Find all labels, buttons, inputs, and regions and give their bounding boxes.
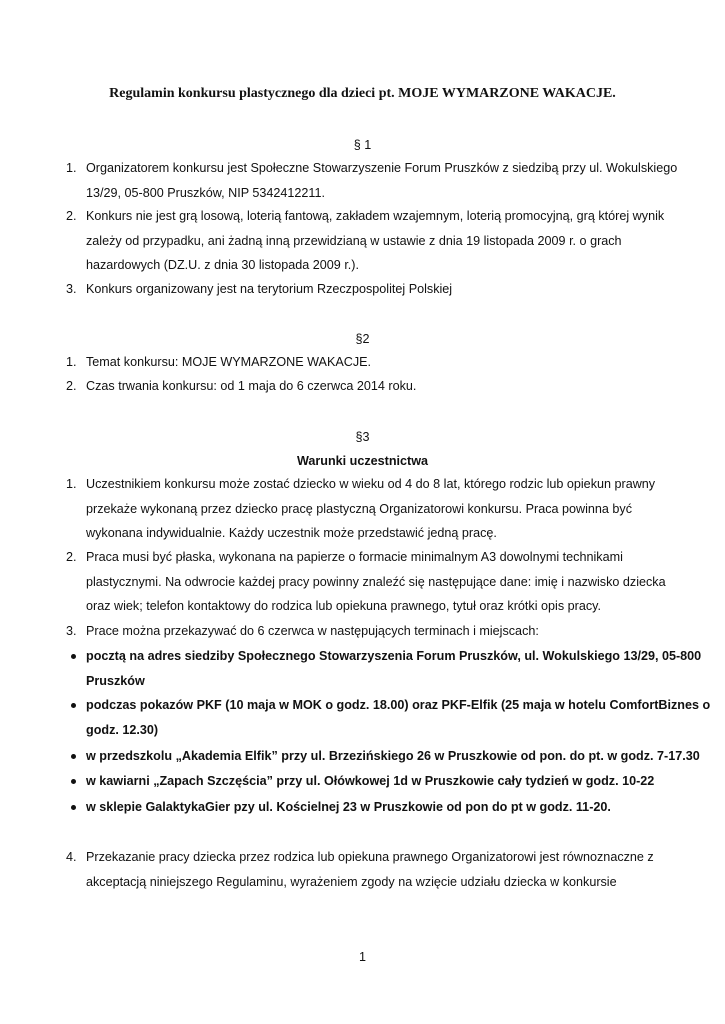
item-number: 4. bbox=[66, 850, 77, 864]
s3-item-2 bbox=[66, 545, 666, 619]
page-number: 1 bbox=[358, 950, 366, 964]
item-number: 1. bbox=[66, 477, 77, 491]
document-title: Regulamin konkursu plastycznego dla dzieci pt. MOJE WYMARZONE WAKACJE. bbox=[109, 86, 616, 101]
section-2-heading: §2 bbox=[355, 332, 370, 346]
bullet-3-line-1: w przedszkolu „Akademia Elfik” przy ul. Brzezińskiego 26 w Pruszkowie od pon. do pt. w godz. 7-17.30 bbox=[86, 749, 700, 763]
s3-item-1-line-2: przekaże wykonaną przez dziecko pracę plastyczną Organizatorowi konkursu. Praca powinna być bbox=[86, 501, 633, 516]
s3-item-1-line-1: Uczestnikiem konkursu może zostać dziecko w wieku od 4 do 8 lat, którego rodzic lub opiekun prawny bbox=[86, 477, 656, 491]
bullet-item-pkf bbox=[66, 693, 711, 743]
s3-item-2-line-3: oraz wiek; telefon kontaktowy do rodzica lub opiekuna prawnego, tytuł oraz krótki opis pracy. bbox=[86, 599, 601, 613]
item-number: 2. bbox=[66, 209, 77, 223]
s3-item-3-line-1: Prace można przekazywać do 6 czerwca w następujących terminach i miejscach: bbox=[86, 624, 539, 638]
bullet-icon bbox=[71, 805, 76, 810]
bullet-item-post bbox=[66, 644, 702, 694]
bullet-item-sklep bbox=[66, 795, 676, 820]
section-3-subheading: Warunki uczestnictwa bbox=[296, 454, 429, 468]
s1-item-2-line-2: zależy od przypadku, ani żadną inną przewidzianą w ustawie z dnia 19 listopada 2009 r. o grach bbox=[86, 233, 622, 248]
s1-item-3 bbox=[66, 277, 666, 302]
s1-item-1-line-2: 13/29, 05-800 Pruszków, NIP 5342412211. bbox=[86, 185, 325, 200]
s1-item-1-line-1: Organizatorem konkursu jest Społeczne Stowarzyszenie Forum Pruszków z siedzibą przy ul. Wokulskiego bbox=[86, 161, 678, 175]
bullet-1-line-1: pocztą na adres siedziby Społecznego Stowarzyszenia Forum Pruszków, ul. Wokulskiego 13/29, 05-800 bbox=[86, 649, 702, 663]
item-number: 1. bbox=[66, 161, 77, 175]
s1-item-2-line-3: hazardowych (DZ.U. z dnia 30 listopada 2009 r.). bbox=[86, 258, 360, 272]
bullet-5-line-1: w sklepie GalaktykaGier pzy ul. Kościelnej 23 w Pruszkowie od pon do pt w godz. 11-20. bbox=[86, 800, 611, 814]
s3-item-3 bbox=[66, 619, 666, 644]
bullet-icon bbox=[71, 654, 76, 659]
s2-item-2-line-1: Czas trwania konkursu: od 1 maja do 6 czerwca 2014 roku. bbox=[86, 379, 417, 393]
item-number: 2. bbox=[66, 379, 77, 393]
bullet-2-line-1: podczas pokazów PKF (10 maja w MOK o godz. 18.00) oraz PKF-Elfik (25 maja w hotelu ComfortBiznes o bbox=[86, 698, 711, 712]
s3-item-2-line-2: plastycznymi. Na odwrocie każdej pracy powinny znaleźć się następujące dane: imię i nazwisko dziecka bbox=[86, 574, 666, 589]
s1-item-2 bbox=[66, 204, 666, 278]
section-1-heading: § 1 bbox=[353, 138, 372, 152]
bullet-icon bbox=[71, 754, 76, 759]
s1-item-2-line-1: Konkurs nie jest grą losową, loterią fantową, zakładem wzajemnym, loterią promocyjną, grą której wynik bbox=[86, 209, 665, 223]
s2-item-1 bbox=[66, 350, 666, 375]
s2-item-1-line-1: Temat konkursu: MOJE WYMARZONE WAKACJE. bbox=[86, 355, 372, 369]
item-number: 3. bbox=[66, 282, 77, 296]
section-3-heading: §3 bbox=[355, 430, 370, 444]
s3-item-4-line-1: Przekazanie pracy dziecka przez rodzica lub opiekuna prawnego Organizatorowi jest równoznaczne z bbox=[86, 850, 654, 864]
item-number: 2. bbox=[66, 550, 77, 564]
s3-item-1-line-3: wykonana indywidualnie. Każdy uczestnik może przedstawić jedną pracę. bbox=[86, 526, 497, 540]
bullet-item-przedszkole bbox=[66, 744, 700, 769]
bullet-1-line-2: Pruszków bbox=[86, 674, 145, 688]
s3-item-1 bbox=[66, 472, 666, 546]
s2-item-2 bbox=[66, 374, 666, 399]
bullet-4-line-1: w kawiarni „Zapach Szczęścia” przy ul. Ołówkowej 1d w Pruszkowie cały tydzień w godz. 10-22 bbox=[86, 774, 655, 788]
s3-item-2-line-1: Praca musi być płaska, wykonana na papierze o formacie minimalnym A3 dowolnymi technikami bbox=[86, 550, 623, 564]
bullet-icon bbox=[71, 779, 76, 784]
s3-item-4-line-2: akceptacją niniejszego Regulaminu, wyrażeniem zgody na wzięcie udziału dziecka w konkursie bbox=[86, 874, 617, 889]
item-number: 3. bbox=[66, 624, 77, 638]
item-number: 1. bbox=[66, 355, 77, 369]
s1-item-1 bbox=[66, 156, 678, 205]
bullet-icon bbox=[71, 703, 76, 708]
bullet-2-line-2: godz. 12.30) bbox=[86, 723, 159, 737]
s3-item-4 bbox=[66, 845, 666, 894]
bullet-item-kawiarnia bbox=[66, 769, 676, 794]
s1-item-3-line-1: Konkurs organizowany jest na terytorium Rzeczpospolitej Polskiej bbox=[86, 282, 453, 296]
